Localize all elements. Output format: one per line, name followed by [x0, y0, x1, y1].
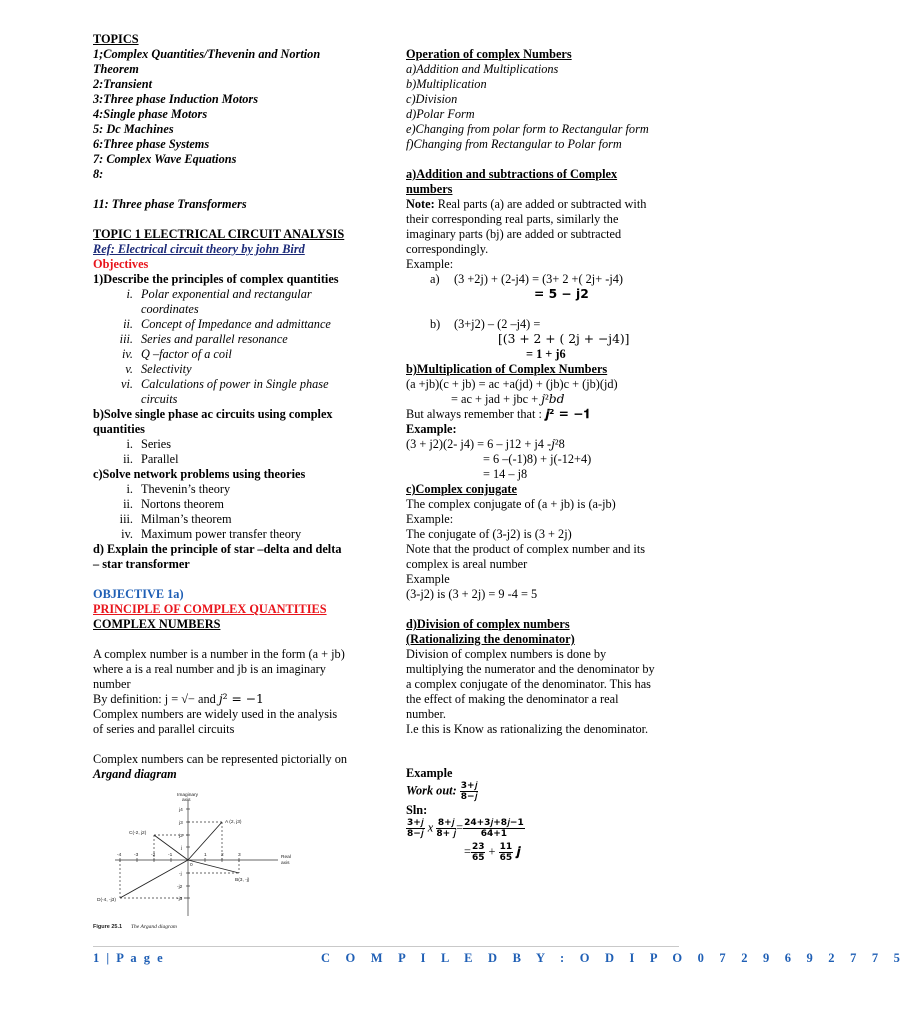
topic-8: 8: [93, 167, 104, 181]
topic-4: 4:Single phase Motors [93, 107, 208, 121]
solution-line-2: = $\frac{23}{65}$ + $\frac{11}{65}$ 𝒋 [464, 842, 521, 863]
right-column [406, 32, 672, 866]
operation-item: f)Changing from Rectangular to Polar form [406, 137, 622, 151]
definition-line: By definition: j = √− and 𝑗² = −1 [93, 692, 264, 706]
note-line: their corresponding real parts, similarly the [406, 212, 619, 226]
conjugate-line: The complex conjugate of (a + jb) is (a-jb) [406, 497, 616, 511]
division-line: multiplying the numerator and the denominator by [406, 662, 655, 676]
multiplication-heading: b)Multiplication of Complex Numbers [406, 362, 608, 376]
principle-heading: PRINCIPLE OF COMPLEX QUANTITIES [93, 602, 327, 616]
note-label: Note: [406, 197, 435, 211]
y-tick-label: j [181, 846, 183, 851]
operation-item: a)Addition and Multiplications [406, 62, 559, 76]
paragraph-line: A complex number is a number in the form (a + jb) [93, 647, 345, 661]
operations-heading: Operation of complex Numbers [406, 47, 572, 61]
division-line: a complex conjugate of the denominator. This has [406, 677, 651, 691]
topics-heading: TOPICS [93, 32, 139, 46]
objective-1a-heading: OBJECTIVE 1a) [93, 587, 184, 601]
point-b-label: B(3, -j) [235, 878, 250, 883]
example-b-line: b) (3+j2) – (2 –j4) = [430, 317, 541, 331]
x-tick-label: 0 [190, 863, 193, 868]
argand-label: Argand diagram [93, 767, 177, 781]
imaginary-axis-label: axis [182, 798, 191, 803]
addition-heading-cont: numbers [406, 182, 453, 196]
topic-2: 2:Transient [93, 77, 152, 91]
objective-b: b)Solve single phase ac circuits using complex [93, 407, 333, 421]
objective-b-cont: quantities [93, 422, 145, 436]
example-label: Example [406, 766, 453, 780]
imaginary-axis-label: Imaginary [177, 793, 199, 798]
conjugate-line: Note that the product of complex number and its [406, 542, 646, 556]
list-item: vi. Calculations of power in Single phase circuits [121, 377, 329, 406]
conjugate-line: complex is areal number [406, 557, 528, 571]
work-out-fraction: $\frac{\text{3+𝑗}}{\text{8−𝑗}}$ [460, 781, 478, 802]
list-item: i. Thevenin’s theory [126, 482, 231, 496]
division-line: the effect of making the denominator a real [406, 692, 619, 706]
paragraph-line: Complex numbers are widely used in the analysis [93, 707, 338, 721]
topic-7: 7: Complex Wave Equations [93, 152, 237, 166]
objective-d-cont: – star transformer [93, 557, 190, 571]
x-tick-label: -1 [168, 853, 173, 858]
mult-example-line: (3 + j2)(2- j4) = 6 – j12 + j4 -𝑗²8 [406, 437, 565, 451]
mult-example-line: = 14 – j8 [483, 467, 528, 481]
paragraph-line: number [93, 677, 131, 691]
paragraph-line: where a is a real number and jb is an imaginary [93, 662, 326, 676]
remember-equation: 𝒋² = −𝟏 [545, 407, 591, 421]
example-a-line: a) (3 +2j) + (2-j4) = (3+ 2 +( 2j+ -j4) [430, 272, 623, 286]
figure-caption-number: Figure 25.1 [93, 924, 123, 930]
topic-1-cont: Theorem [93, 62, 139, 76]
multiplication-line: = ac + jad + jbc + 𝑗²𝑏𝑑 [451, 392, 565, 406]
complex-numbers-heading: COMPLEX NUMBERS [93, 617, 221, 631]
solution-line-1: $\frac{\text{3+𝑗}}{\text{8−𝑗}}$ x $\frac{\text{8+𝑗}}{\text{8+ 𝑗}}$ = $\frac{\text{24+3𝑗+8𝑗−1}}{64+1}$ [407, 818, 524, 839]
example-b-expression: [(3 + 2 + ( 2j + −j4)] [498, 332, 630, 346]
note-line: correspondingly. [406, 242, 489, 256]
conjugate-line: The conjugate of (3-j2) is (3 + 2j) [406, 527, 572, 541]
list-item: i. Series [126, 437, 172, 451]
y-tick-label: -j3 [177, 897, 183, 902]
example-label: Example: [406, 422, 457, 436]
y-tick-label: j3 [179, 821, 183, 826]
operation-item: c)Division [406, 92, 458, 106]
solution-label: Sln: [406, 803, 428, 817]
division-heading: d)Division of complex numbers [406, 617, 570, 631]
conjugate-line: (3-j2) is (3 + 2j) = 9 -4 = 5 [406, 587, 538, 601]
argand-intro: Complex numbers can be represented pictorially on [93, 752, 348, 766]
y-tick-label: j4 [179, 808, 183, 813]
topic-1: 1;Complex Quantities/Thevenin and Nortion [93, 47, 321, 61]
conjugate-line: Example: [406, 512, 454, 526]
division-line: Division of complex numbers is done by [406, 647, 607, 661]
y-tick-label: -j2 [177, 885, 183, 890]
x-tick-label: -3 [134, 853, 139, 858]
real-axis-label: Real [281, 855, 291, 860]
topic-3: 3:Three phase Induction Motors [93, 92, 259, 106]
division-line: I.e this is Know as rationalizing the denominator. [406, 722, 649, 736]
operation-item: e)Changing from polar form to Rectangular form [406, 122, 649, 136]
list-item: ii. Nortons theorem [123, 497, 224, 511]
list-item: iv. Maximum power transfer theory [121, 527, 302, 541]
example-label: Example: [406, 257, 454, 271]
figure-caption-text: The Argand diagram [131, 924, 177, 930]
left-column [93, 32, 373, 782]
compiled-by: C O M P I L E D B Y : O D I P O 0 7 2 9 6 9 2 7 7 5 [321, 951, 906, 965]
list-item: ii. Concept of Impedance and admittance [123, 317, 331, 331]
argand-diagram-figure [93, 788, 308, 930]
real-axis-label: axis [281, 861, 290, 866]
conjugate-heading: c)Complex conjugate [406, 482, 517, 496]
example-b-result: = 1 + j6 [526, 347, 566, 361]
footer-divider [93, 946, 679, 947]
remember-line: But always remember that : 𝒋² = −𝟏 [406, 407, 591, 421]
topic1-heading: TOPIC 1 ELECTRICAL CIRCUIT ANALYSIS [93, 227, 345, 241]
topic-11: 11: Three phase Transformers [93, 197, 247, 211]
point-c-label: C(-2, j2) [129, 831, 147, 836]
x-tick-label: 1 [204, 853, 207, 858]
mult-example-line: = 6 –(-1)8) + j(-12+4) [483, 452, 592, 466]
list-item: iv. Q –factor of a coil [121, 347, 232, 361]
division-subheading: (Rationalizing the denominator) [406, 632, 575, 646]
definition-equation: 𝑗² = −1 [218, 692, 264, 706]
x-tick-label: 2 [221, 853, 224, 858]
list-item: iii. Series and parallel resonance [119, 332, 288, 346]
objective-d: d) Explain the principle of star –delta and delta [93, 542, 342, 556]
point-a-label: A (2, j3) [225, 820, 242, 825]
topic-6: 6:Three phase Systems [93, 137, 210, 151]
reference-link: Ref: Electrical circuit theory by john Bird [93, 242, 305, 256]
point-d-label: D(-4, -j3) [97, 898, 116, 903]
objective-1: 1)Describe the principles of complex quantities [93, 272, 339, 286]
page-number: 1 | P a g e [93, 951, 165, 965]
list-item: ii. Parallel [123, 452, 179, 466]
example-a-result: = 5 − j2 [534, 287, 589, 301]
work-out-line: Work out: $\frac{\text{3+𝑗}}{\text{8−𝑗}}$ [406, 781, 478, 802]
y-tick-label: -j [179, 872, 182, 877]
list-item: v. Selectivity [125, 362, 192, 376]
list-item: i. Polar exponential and rectangular coordinates [126, 287, 312, 316]
x-tick-label: -4 [117, 853, 122, 858]
conjugate-line: Example [406, 572, 450, 586]
topic-5: 5: Dc Machines [93, 122, 174, 136]
x-tick-label: 3 [238, 853, 241, 858]
objectives-label: Objectives [93, 257, 149, 271]
paragraph-line: of series and parallel circuits [93, 722, 235, 736]
y-tick-label: j2 [179, 834, 183, 839]
division-line: number. [406, 707, 446, 721]
x-tick-label: -2 [151, 853, 156, 858]
operation-item: b)Multiplication [406, 77, 487, 91]
operation-item: d)Polar Form [406, 107, 475, 121]
note-line: Note: Real parts (a) are added or subtracted with [406, 197, 647, 211]
objective-c: c)Solve network problems using theories [93, 467, 306, 481]
addition-heading: a)Addition and subtractions of Complex [406, 167, 618, 181]
multiplication-line: (a +jb)(c + jb) = ac +a(jd) + (jb)c + (jb)(jd) [406, 377, 618, 391]
list-item: iii. Milman’s theorem [119, 512, 232, 526]
note-line: imaginary parts (bj) are added or subtracted [406, 227, 622, 241]
